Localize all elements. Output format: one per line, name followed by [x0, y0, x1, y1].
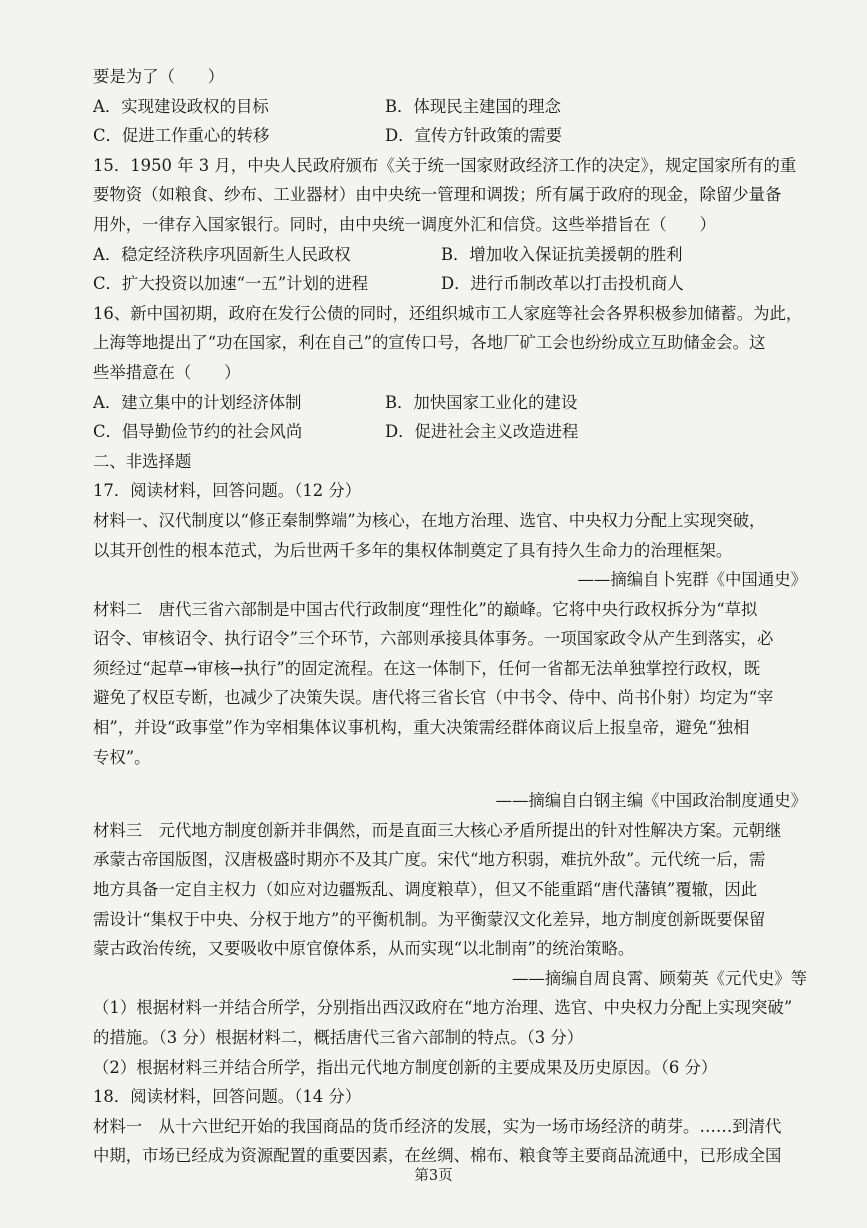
q14-option-a: A．实现建设政权的目标 — [93, 96, 269, 116]
q14-stem-end: 要是为了（ ） — [93, 67, 225, 86]
q16-options-row-2 — [93, 417, 809, 447]
q16-stem-line: 16、新中国初期，政府在发行公债的同时，还组织城市工人家庭等社会各界积极参加储蓄。为此， — [93, 303, 803, 323]
q17-heading: 17．阅读材料，回答问题。（12 分） — [93, 481, 362, 501]
material-3-line: 地方具备一定自主权力（如应对边疆叛乱、调度粮草），但又不能重蹈“唐代藩镇”覆辙，因此 — [93, 880, 758, 900]
material-2-line: 材料二 唐代三省六部制是中国古代行政制度“理性化”的巅峰。它将中央行政权拆分为“草拟 — [93, 599, 758, 619]
material-1-line: 材料一、汉代制度以“修正秦制弊端”为核心，在地方治理、选官、中央权力分配上实现突破， — [93, 510, 766, 530]
q16-stem-line: 些举措意在（ ） — [93, 362, 241, 382]
material-2-line: 专权”。 — [93, 747, 151, 767]
q16-options-row-1 — [93, 388, 809, 418]
material-2-line: 避免了权臣专断，也减少了决策失误。唐代将三省长官（中书令、侍中、尚书仆射）均定为“宰 — [93, 688, 774, 708]
material-1-source: ——摘编自卜宪群《中国通史》 — [577, 570, 807, 590]
q17-subquestion-1: （1）根据材料一并结合所学，分别指出西汉政府在“地方治理、选官、中央权力分配上实现突破” — [93, 998, 793, 1018]
q14-option-d: D．宣传方针政策的需要 — [385, 126, 563, 146]
q17-subquestion-2: （2）根据材料三并结合所学，指出元代地方制度创新的主要成果及历史原因。（6 分） — [93, 1057, 718, 1077]
material-2-line: 须经过“起草→审核→执行”的固定流程。在这一体制下，任何一省都无法单独掌控行政权，既 — [93, 658, 761, 678]
q15-options-row-2 — [93, 269, 809, 299]
q15-options-row-1 — [93, 240, 809, 270]
material-1-line: 以其开创性的根本范式，为后世两千多年的集权体制奠定了具有持久生命力的治理框架。 — [93, 540, 733, 560]
material-3-line: 需设计“集权于中央、分权于地方”的平衡机制。为平衡蒙汉文化差异，地方制度创新既要保留 — [93, 909, 766, 929]
material-3-source: ——摘编自周良霄、顾菊英《元代史》等 — [511, 968, 807, 988]
material-2-line: 诏令、审核诏令、执行诏令”三个环节，六部则承接具体事务。一项国家政令从产生到落实，必 — [93, 629, 774, 649]
q18-material-1-line: 材料一 从十六世纪开始的我国商品的货币经济的发展，实为一场市场经济的萌芽。……到清代 — [93, 1116, 782, 1136]
q17-subquestion-1-cont: 的措施。（3 分）根据材料二，概括唐代三省六部制的特点。（3 分） — [93, 1028, 584, 1047]
q15-option-b: B．增加收入保证抗美援朝的胜利 — [441, 244, 683, 264]
q16-option-a: A．建立集中的计划经济体制 — [93, 392, 302, 412]
q16-option-d: D．促进社会主义改造进程 — [385, 422, 579, 442]
material-2-source: ——摘编自白钢主编《中国政治制度通史》 — [495, 791, 807, 811]
q16-option-c: C．倡导勤俭节约的社会风尚 — [93, 422, 303, 442]
q15-option-d: D．进行币制改革以打击投机商人 — [441, 274, 684, 294]
material-2-line: 相”，并设“政事堂”作为宰相集体议事机构，重大决策需经群体商议后上报皇帝，避免“独相 — [93, 718, 750, 738]
q15-stem-line: 用外，一律存入国家银行。同时，由中央统一调度外汇和信贷。这些举措旨在（ ） — [93, 214, 716, 234]
q16-option-b: B．加快国家工业化的建设 — [385, 392, 578, 412]
q14-options-row-1 — [93, 92, 809, 122]
q14-options-row-2 — [93, 121, 809, 151]
q16-stem-line: 上海等地提出了“功在国家，利在自己”的宣传口号，各地厂矿工会也纷纷成立互助储金会。这 — [93, 333, 766, 353]
page-number: 第3页 — [414, 1168, 453, 1184]
q15-option-c: C．扩大投资以加速“一五”计划的进程 — [93, 274, 369, 294]
q15-option-a: A．稳定经济秩序巩固新生人民政权 — [93, 244, 351, 264]
spacer — [93, 772, 809, 786]
material-3-line: 蒙古政治传统，又要吸收中原官僚体系，从而实现“以北制南”的统治策略。 — [93, 939, 635, 959]
q15-stem-line: 15．1950 年 3 月，中央人民政府颁布《关于统一国家财政经济工作的决定》，规定国家所有的重 — [93, 155, 797, 175]
section-heading: 二、非选择题 — [93, 451, 192, 471]
q14-option-c: C．促进工作重心的转移 — [93, 126, 270, 146]
q18-heading: 18．阅读材料，回答问题。（14 分） — [93, 1087, 362, 1107]
material-3-line: 材料三 元代地方制度创新并非偶然，而是直面三大核心矛盾所提出的针对性解决方案。元朝继 — [93, 820, 782, 840]
q14-option-b: B．体现民主建国的理念 — [385, 96, 561, 116]
q18-material-1-line: 中期，市场已经成为资源配置的重要因素，在丝绸、棉布、粮食等主要商品流通中，已形成全国 — [93, 1146, 782, 1166]
material-3-line: 承蒙古帝国版图，汉唐极盛时期亦不及其广度。宋代“地方积弱，难抗外敌”。元代统一后，需 — [93, 850, 766, 870]
q15-stem-line: 要物资（如粮食、纱布、工业器材）由中央统一管理和调拨；所有属于政府的现金，除留少量备 — [93, 185, 782, 205]
